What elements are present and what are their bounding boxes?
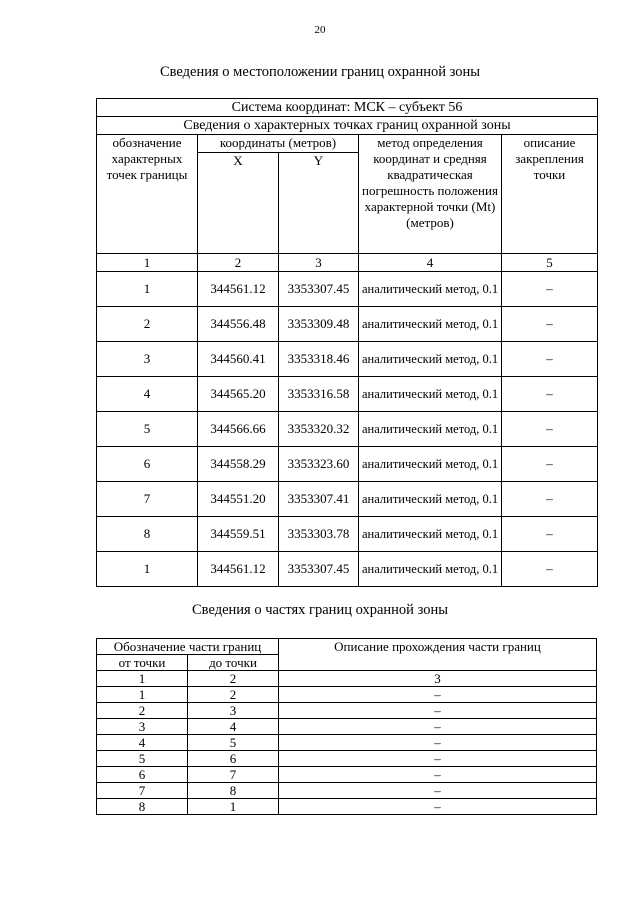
x-coordinate-cell: 344566.66 xyxy=(198,412,279,447)
from-point-cell: 2 xyxy=(97,703,188,719)
column-number-row xyxy=(97,671,597,687)
from-point-header: от точки xyxy=(97,655,188,671)
method-header: метод определения координат и средняя квадратическая погрешность положения характерной точки (Mt) (метров) xyxy=(359,135,502,254)
from-point-cell: 7 xyxy=(97,783,188,799)
table-row xyxy=(97,412,598,447)
table-row xyxy=(97,687,597,703)
y-coordinate-cell: 3353320.32 xyxy=(279,412,359,447)
x-coordinate-cell: 344565.20 xyxy=(198,377,279,412)
part-description-cell: – xyxy=(279,767,597,783)
y-coordinate-cell: 3353318.46 xyxy=(279,342,359,377)
x-coordinate-cell: 344560.41 xyxy=(198,342,279,377)
part-description-cell: – xyxy=(279,783,597,799)
points-subtitle: Сведения о характерных точках границ охранной зоны xyxy=(97,117,598,135)
column-number-cell: 3 xyxy=(279,254,359,272)
point-number-cell: 1 xyxy=(97,552,198,587)
from-point-cell: 1 xyxy=(97,687,188,703)
to-point-cell: 3 xyxy=(188,703,279,719)
table-row xyxy=(97,447,598,482)
point-number-cell: 5 xyxy=(97,412,198,447)
part-description-cell: – xyxy=(279,751,597,767)
to-point-cell: 7 xyxy=(188,767,279,783)
method-cell: аналитический метод, 0.1 xyxy=(359,447,502,482)
page-number: 20 xyxy=(314,24,326,36)
method-cell: аналитический метод, 0.1 xyxy=(359,552,502,587)
x-coordinate-cell: 344556.48 xyxy=(198,307,279,342)
method-cell: аналитический метод, 0.1 xyxy=(359,517,502,552)
description-cell: – xyxy=(502,412,598,447)
table-row xyxy=(97,552,598,587)
description-cell: – xyxy=(502,552,598,587)
description-cell: – xyxy=(502,517,598,552)
to-point-cell: 2 xyxy=(188,687,279,703)
table-row xyxy=(97,482,598,517)
point-number-cell: 1 xyxy=(97,272,198,307)
method-cell: аналитический метод, 0.1 xyxy=(359,342,502,377)
x-coordinate-cell: 344558.29 xyxy=(198,447,279,482)
method-cell: аналитический метод, 0.1 xyxy=(359,377,502,412)
part-description-cell: – xyxy=(279,719,597,735)
point-number-cell: 8 xyxy=(97,517,198,552)
method-cell: аналитический метод, 0.1 xyxy=(359,482,502,517)
location-title: Сведения о местоположении границ охранной зоны xyxy=(159,64,480,80)
table-row xyxy=(97,751,597,767)
part-description-cell: – xyxy=(279,703,597,719)
description-cell: – xyxy=(502,447,598,482)
x-coordinate-cell: 344551.20 xyxy=(198,482,279,517)
from-point-cell: 4 xyxy=(97,735,188,751)
description-header: описание закрепления точки xyxy=(502,135,598,254)
point-number-cell: 2 xyxy=(97,307,198,342)
column-number-cell: 2 xyxy=(198,254,279,272)
x-coordinate-cell: 344559.51 xyxy=(198,517,279,552)
column-number-cell: 3 xyxy=(279,671,597,687)
point-number-cell: 4 xyxy=(97,377,198,412)
y-coordinate-cell: 3353303.78 xyxy=(279,517,359,552)
from-point-cell: 6 xyxy=(97,767,188,783)
y-header: Y xyxy=(279,153,359,254)
column-number-cell: 2 xyxy=(188,671,279,687)
y-coordinate-cell: 3353307.41 xyxy=(279,482,359,517)
crs-header: Система координат: МСК – субъект 56 xyxy=(97,99,598,117)
to-point-cell: 8 xyxy=(188,783,279,799)
column-number-cell: 5 xyxy=(502,254,598,272)
from-point-cell: 3 xyxy=(97,719,188,735)
part-description-cell: – xyxy=(279,799,597,815)
x-coordinate-cell: 344561.12 xyxy=(198,552,279,587)
part-designation-header: Обозначение части границ xyxy=(97,639,279,655)
y-coordinate-cell: 3353307.45 xyxy=(279,552,359,587)
to-point-cell: 1 xyxy=(188,799,279,815)
column-number-cell: 4 xyxy=(359,254,502,272)
from-point-cell: 5 xyxy=(97,751,188,767)
table-row xyxy=(97,307,598,342)
point-number-cell: 3 xyxy=(97,342,198,377)
boundary-points-table xyxy=(96,98,598,587)
point-number-cell: 6 xyxy=(97,447,198,482)
to-point-cell: 5 xyxy=(188,735,279,751)
from-point-cell: 8 xyxy=(97,799,188,815)
method-cell: аналитический метод, 0.1 xyxy=(359,272,502,307)
y-coordinate-cell: 3353307.45 xyxy=(279,272,359,307)
table-row xyxy=(97,342,598,377)
part-description-header: Описание прохождения части границ xyxy=(279,639,597,671)
point-designation-header: обозначение характерных точек границы xyxy=(97,135,198,254)
method-cell: аналитический метод, 0.1 xyxy=(359,307,502,342)
description-cell: – xyxy=(502,377,598,412)
to-point-cell: 4 xyxy=(188,719,279,735)
table-row xyxy=(97,767,597,783)
column-number-cell: 1 xyxy=(97,671,188,687)
table-row xyxy=(97,517,598,552)
part-description-cell: – xyxy=(279,687,597,703)
description-cell: – xyxy=(502,482,598,517)
table-row xyxy=(97,799,597,815)
description-cell: – xyxy=(502,272,598,307)
part-description-cell: – xyxy=(279,735,597,751)
table-row xyxy=(97,719,597,735)
table-row xyxy=(97,703,597,719)
parts-title: Сведения о частях границ охранной зоны xyxy=(192,602,448,618)
boundary-parts-table xyxy=(96,638,597,815)
coordinates-header: координаты (метров) xyxy=(198,135,359,153)
table-row xyxy=(97,377,598,412)
point-number-cell: 7 xyxy=(97,482,198,517)
description-cell: – xyxy=(502,342,598,377)
y-coordinate-cell: 3353309.48 xyxy=(279,307,359,342)
column-number-row xyxy=(97,254,598,272)
y-coordinate-cell: 3353323.60 xyxy=(279,447,359,482)
description-cell: – xyxy=(502,307,598,342)
column-number-cell: 1 xyxy=(97,254,198,272)
to-point-cell: 6 xyxy=(188,751,279,767)
method-cell: аналитический метод, 0.1 xyxy=(359,412,502,447)
x-coordinate-cell: 344561.12 xyxy=(198,272,279,307)
table-row xyxy=(97,272,598,307)
table-row xyxy=(97,783,597,799)
table-row xyxy=(97,735,597,751)
y-coordinate-cell: 3353316.58 xyxy=(279,377,359,412)
to-point-header: до точки xyxy=(188,655,279,671)
x-header: X xyxy=(198,153,279,254)
